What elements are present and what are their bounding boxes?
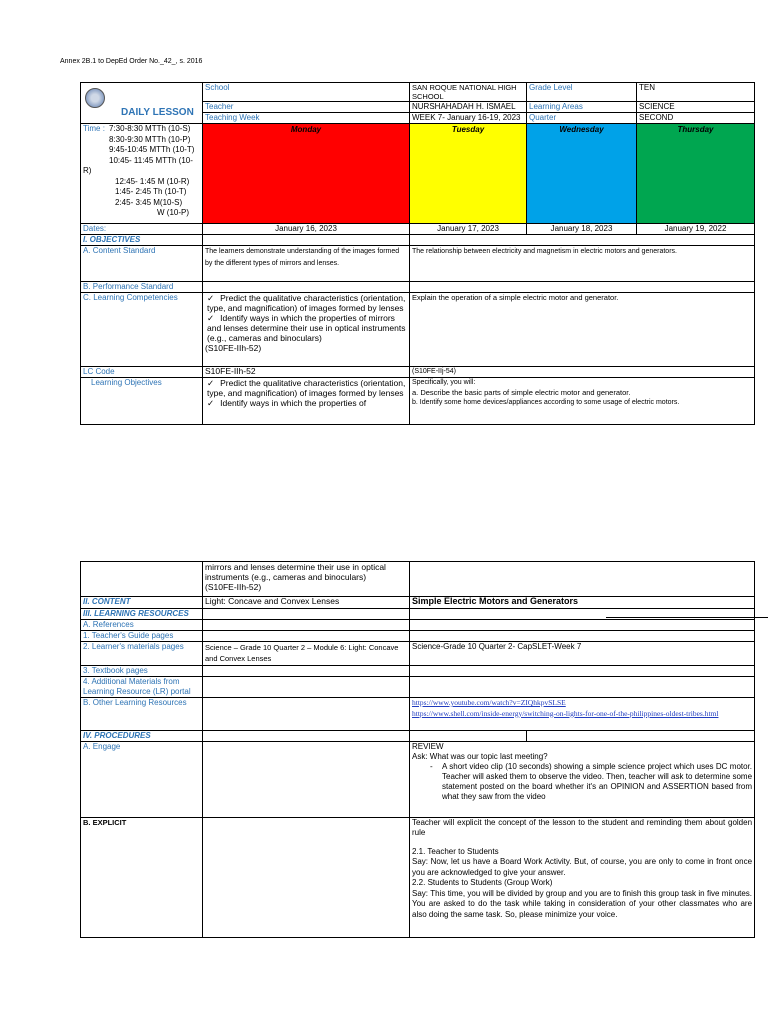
other-resources-label: B. Other Learning Resources (81, 698, 203, 731)
dates-label: Dates: (81, 224, 203, 235)
teachers-guide-label: 1. Teacher's Guide pages (81, 631, 203, 642)
day-name: Wednesday (559, 125, 604, 134)
content-monday: Light: Concave and Convex Lenses (203, 597, 410, 609)
continued-objective (203, 562, 410, 597)
objectives-label: I. OBJECTIVES (81, 235, 203, 246)
engage-item: - A short video clip (10 seconds) showing a simple science project which uses DC motor. Teacher will asked them to observe the video. Then, teacher will ask to determine some statement posted on the board whether it's an OPINION and ASSERTION based from what they saw from the video (442, 762, 752, 802)
engage-label: A. Engage (81, 741, 203, 817)
objective-item: Predict the qualitative characteristics (orientation, type, and magnification) of images formed by lenses (207, 377, 406, 398)
explicit-heading: 2.1. Teacher to Students (412, 846, 499, 856)
content-rest: Simple Electric Motors and Generators (410, 597, 755, 609)
competency-item: Predict the qualitative characteristics (orientation, type, and magnification) of images formed by lenses (207, 292, 406, 313)
lc-code-monday: S10FE-IIh-52 (203, 366, 410, 377)
check-icon (207, 398, 220, 408)
learning-objectives-label: Learning Objectives (81, 377, 203, 424)
learning-areas-label: Learning Areas (527, 102, 637, 113)
competency-code: (S10FE-IIh-52) (205, 342, 262, 353)
content-standard-rest: The relationship between electricity and magnetism in electric motors and generators. (410, 245, 755, 281)
competencies-monday (203, 292, 410, 366)
day-name: Thursday (677, 125, 714, 134)
grade-level-value: TEN (637, 83, 755, 102)
time-line: 10:45- 11:45 MTTh (10- (109, 155, 193, 165)
learners-materials-monday: Science – Grade 10 Quarter 2 – Module 6: Light: Concave and Convex Lenses (203, 642, 410, 666)
quarter-value: SECOND (637, 113, 755, 124)
tuesday-header (410, 124, 527, 224)
monday-header (203, 124, 410, 224)
date-thursday: January 19, 2022 (637, 224, 755, 235)
learning-resources-label: III. LEARNING RESOURCES (81, 609, 203, 620)
textbook-label: 3. Textbook pages (81, 666, 203, 677)
daily-lesson-log-table (80, 82, 755, 425)
title-cell (81, 83, 203, 124)
teacher-value: NURSHAHADAH H. ISMAEL (410, 102, 527, 113)
quarter-label: Quarter (527, 113, 637, 124)
time-line: 12:45- 1:45 M (10-R) (115, 176, 190, 186)
check-icon (207, 293, 220, 303)
learning-competencies-label: C. Learning Competencies (81, 292, 203, 366)
learning-objectives-rest (410, 377, 755, 424)
date-wednesday: January 18, 2023 (527, 224, 637, 235)
additional-materials-label: 4. Additional Materials from Learning Resource (LR) portal (81, 677, 203, 698)
grade-level-label: Grade Level (527, 83, 637, 102)
time-line: 8:30-9:30 MTTh (10-P) (109, 134, 191, 144)
objective-continuation: mirrors and lenses determine their use in optical instruments (e.g., cameras and binoculars) (205, 562, 386, 582)
date-tuesday: January 17, 2023 (410, 224, 527, 235)
day-name: Tuesday (451, 125, 485, 134)
check-icon (207, 313, 220, 323)
daily-lesson-log-table-continued (80, 561, 755, 938)
time-line: W (10-P) (157, 208, 189, 217)
lc-code-label: LC Code (81, 366, 203, 377)
learning-areas-value: SCIENCE (637, 102, 755, 113)
content-standard-monday: The learners demonstrate understanding of the images formed by the different types of mirrors and lenses. (203, 245, 410, 281)
engage-ask: Ask: What was our topic last meeting? (412, 751, 548, 761)
objective-item: a. Describe the basic parts of simple electric motor and generator. (412, 387, 631, 397)
competency-item: Identify ways in which the properties of mirrors and lenses determine their use in optical instruments (e.g., cameras and binoculars) (207, 312, 406, 343)
other-resources-links (410, 698, 755, 731)
lc-code-rest: (S10FE-IIj-54) (410, 366, 755, 377)
shell-article-link[interactable]: https://www.shell.com/inside-energy/switching-on-lights-for-one-of-the-philippines-oldest-tribes.html (412, 708, 719, 718)
learners-materials-rest: Science-Grade 10 Quarter 2- CapSLET-Week 7 (410, 642, 755, 666)
time-line: 1:45- 2:45 Th (10-T) (115, 187, 187, 196)
time-line: 7:30-8:30 MTTh (10-S) (109, 124, 191, 133)
content-label: II. CONTENT (81, 597, 203, 609)
engage-review: REVIEW (412, 741, 444, 751)
time-schedule (81, 124, 203, 224)
competencies-rest: Explain the operation of a simple electric motor and generator. (410, 292, 755, 366)
dll-title: DAILY LESSON (121, 107, 194, 118)
objective-intro: Specifically, you will: (412, 378, 476, 386)
performance-standard-label: B. Performance Standard (81, 281, 203, 292)
learning-objectives-monday (203, 377, 410, 424)
objective-code: (S10FE-IIh-52) (205, 582, 262, 592)
engage-content (410, 741, 755, 817)
teacher-label: Teacher (203, 102, 410, 113)
time-line: R) (83, 166, 92, 175)
references-label: A. References (81, 620, 203, 631)
content-standard-label: A. Content Standard (81, 245, 203, 281)
explicit-paragraph: Say: Now, let us have a Board Work Activity. But, of course, you are only to come in front once you are acknowledged to give your answer. (412, 857, 753, 877)
time-line: 9:45-10:45 MTTh (10-T) (109, 145, 195, 154)
deped-seal-icon (85, 88, 105, 108)
thursday-header (637, 124, 755, 224)
time-label: Time : (83, 124, 105, 133)
check-icon (207, 378, 220, 388)
date-monday: January 16, 2023 (203, 224, 410, 235)
wednesday-header (527, 124, 637, 224)
teaching-week-value: WEEK 7- January 16-19, 2023 (410, 113, 527, 124)
objective-item: Identify ways in which the properties of (220, 397, 367, 408)
day-name: Monday (290, 125, 322, 134)
procedures-label: IV. PROCEDURES (81, 731, 203, 742)
youtube-link[interactable]: https://www.youtube.com/watch?v=ZIQhkpvSLSE (412, 698, 566, 707)
objective-item: b. Identify some home devices/appliances according to some usage of electric motors. (412, 398, 680, 406)
explicit-heading: 2.2. Students to Students (Group Work) (412, 878, 553, 887)
explicit-paragraph: Say: This time, you will be divided by group and you are to finish this group task in five minutes. You are asked to do the task while taking in consideration of your other classmates who are also doing the same task. So, please minimize your voice. (412, 888, 753, 919)
school-value: SAN ROQUE NATIONAL HIGH SCHOOL (410, 83, 527, 102)
school-label: School (203, 83, 410, 102)
annex-reference: Annex 2B.1 to DepEd Order No._42_, s. 2016 (60, 58, 203, 65)
explicit-content (410, 817, 755, 937)
teaching-week-label: Teaching Week (203, 113, 410, 124)
learners-materials-label: 2. Learner's materials pages (81, 642, 203, 666)
explicit-label: B. EXPLICIT (81, 817, 203, 937)
explicit-intro: Teacher will explicit the concept of the lesson to the student and reminding them about golden rule (412, 817, 753, 837)
time-line: 2:45- 3:45 M(10-S) (115, 197, 183, 207)
